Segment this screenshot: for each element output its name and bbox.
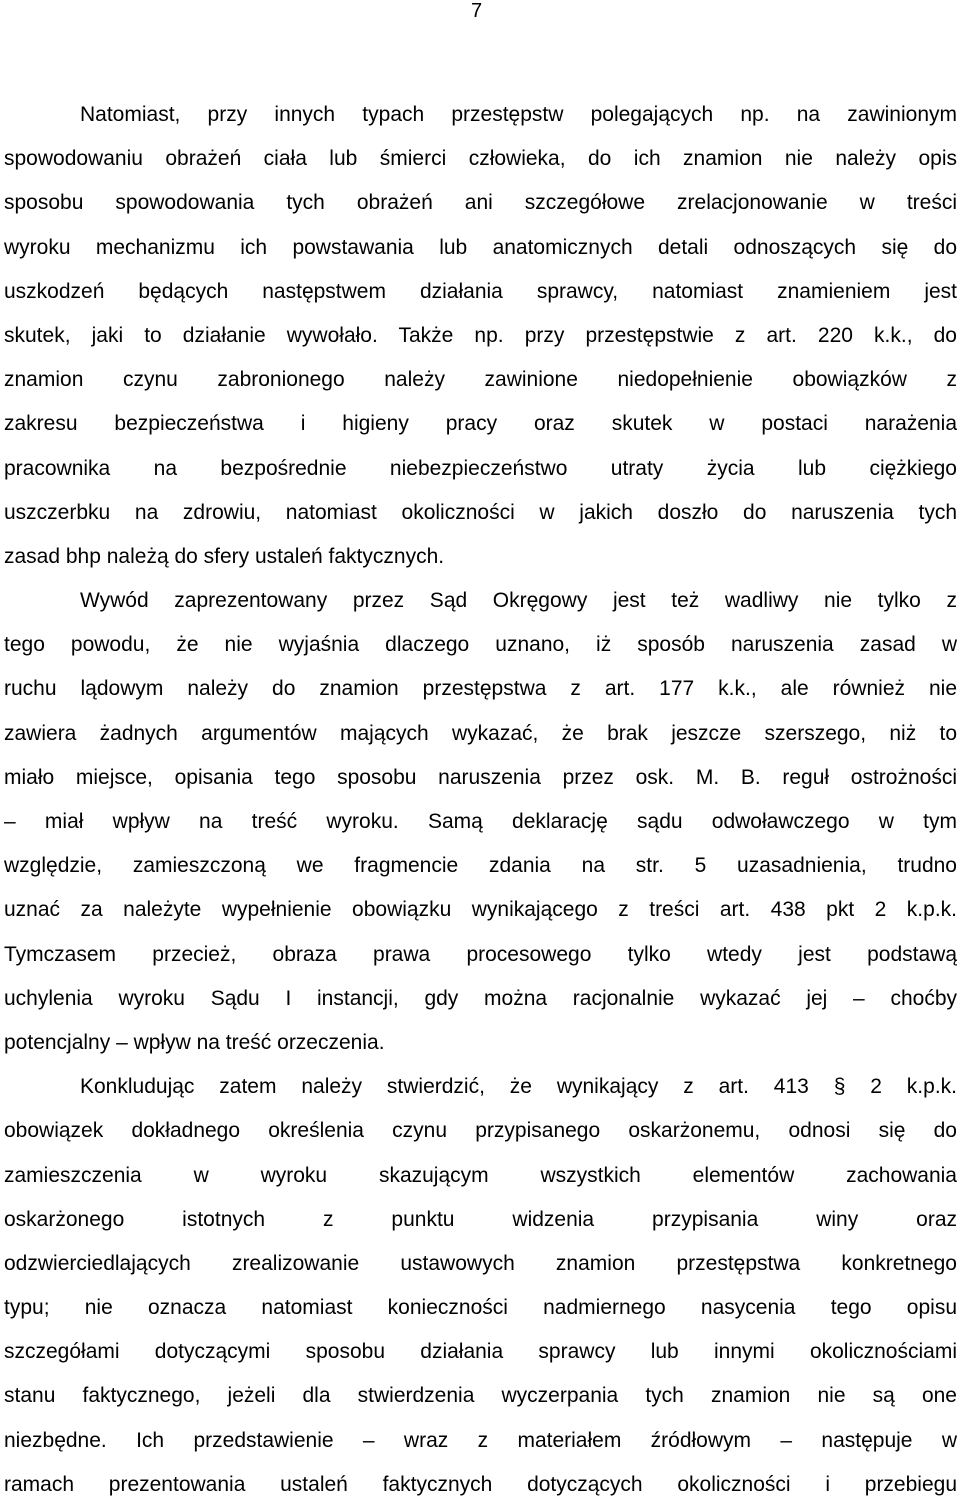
- text-line: uchylenia wyroku Sądu I instancji, gdy można racjonalnie wykazać jej – choćby: [4, 986, 957, 1010]
- text-line: typu; nie oznacza natomiast konieczności nadmiernego nasycenia tego opisu: [4, 1296, 957, 1320]
- text-line: potencjalny – wpływ na treść orzeczenia.: [4, 1030, 385, 1054]
- text-line: oskarżonego istotnych z punktu widzenia przypisania winy oraz: [4, 1207, 957, 1231]
- text-line: Wywód zaprezentowany przez Sąd Okręgowy jest też wadliwy nie tylko z: [80, 589, 957, 613]
- text-line: Konkludując zatem należy stwierdzić, że wynikający z art. 413 § 2 k.p.k.: [80, 1075, 957, 1099]
- text-line: Tymczasem przecież, obraza prawa procesowego tylko wtedy jest podstawą: [4, 942, 957, 966]
- text-line: ruchu lądowym należy do znamion przestępstwa z art. 177 k.k., ale również nie: [4, 677, 957, 701]
- text-line: Natomiast, przy innych typach przestępstw polegających np. na zawinionym: [80, 103, 957, 126]
- text-line: niezbędne. Ich przedstawienie – wraz z materiałem źródłowym – następuje w: [4, 1428, 957, 1452]
- text-line: względzie, zamieszczoną we fragmencie zdania na str. 5 uzasadnienia, trudno: [4, 854, 957, 878]
- text-line: pracownika na bezpośrednie niebezpieczeństwo utraty życia lub ciężkiego: [4, 456, 957, 480]
- body-text: [4, 93, 957, 1507]
- text-line: uszkodzeń będących następstwem działania sprawcy, natomiast znamieniem jest: [4, 279, 957, 303]
- text-line: zamieszczenia w wyroku skazującym wszystkich elementów zachowania: [4, 1163, 957, 1187]
- text-line: znamion czynu zabronionego należy zawinione niedopełnienie obowiązków z: [4, 368, 957, 392]
- text-line: spowodowaniu obrażeń ciała lub śmierci człowieka, do ich znamion nie należy opis: [4, 147, 957, 171]
- text-line: uznać za należyte wypełnienie obowiązku wynikającego z treści art. 438 pkt 2 k.p.k.: [4, 898, 957, 922]
- text-line: miało miejsce, opisania tego sposobu naruszenia przez osk. M. B. reguł ostrożności: [4, 765, 957, 789]
- text-line: tego powodu, że nie wyjaśnia dlaczego uznano, iż sposób naruszenia zasad w: [4, 633, 957, 657]
- text-line: ramach prezentowania ustaleń faktycznych dotyczących okoliczności i przebiegu: [4, 1472, 957, 1496]
- text-line: wyroku mechanizmu ich powstawania lub anatomicznych detali odnoszących się do: [4, 235, 957, 259]
- text-line: – miał wpływ na treść wyroku. Samą deklarację sądu odwoławczego w tym: [4, 810, 957, 833]
- text-line: zasad bhp należą do sfery ustaleń faktycznych.: [4, 544, 445, 568]
- text-line: stanu faktycznego, jeżeli dla stwierdzenia wyczerpania tych znamion nie są one: [4, 1384, 957, 1408]
- text-line: sposobu spowodowania tych obrażeń ani szczegółowe zrelacjonowanie w treści: [4, 191, 957, 215]
- text-line: odzwierciedlających zrealizowanie ustawowych znamion przestępstwa konkretnego: [4, 1251, 957, 1275]
- text-line: szczegółami dotyczącymi sposobu działania sprawcy lub innymi okolicznościami: [4, 1340, 957, 1364]
- page-number: 7: [471, 0, 483, 22]
- text-line: skutek, jaki to działanie wywołało. Także np. przy przestępstwie z art. 220 k.k., do: [4, 323, 957, 347]
- text-line: zakresu bezpieczeństwa i higieny pracy oraz skutek w postaci narażenia: [4, 412, 957, 436]
- text-line: uszczerbku na zdrowiu, natomiast okoliczności w jakich doszło do naruszenia tych: [4, 500, 957, 524]
- text-line: zawiera żadnych argumentów mających wykazać, że brak jeszcze szerszego, niż to: [4, 721, 957, 745]
- text-line: obowiązek dokładnego określenia czynu przypisanego oskarżonemu, odnosi się do: [4, 1119, 957, 1143]
